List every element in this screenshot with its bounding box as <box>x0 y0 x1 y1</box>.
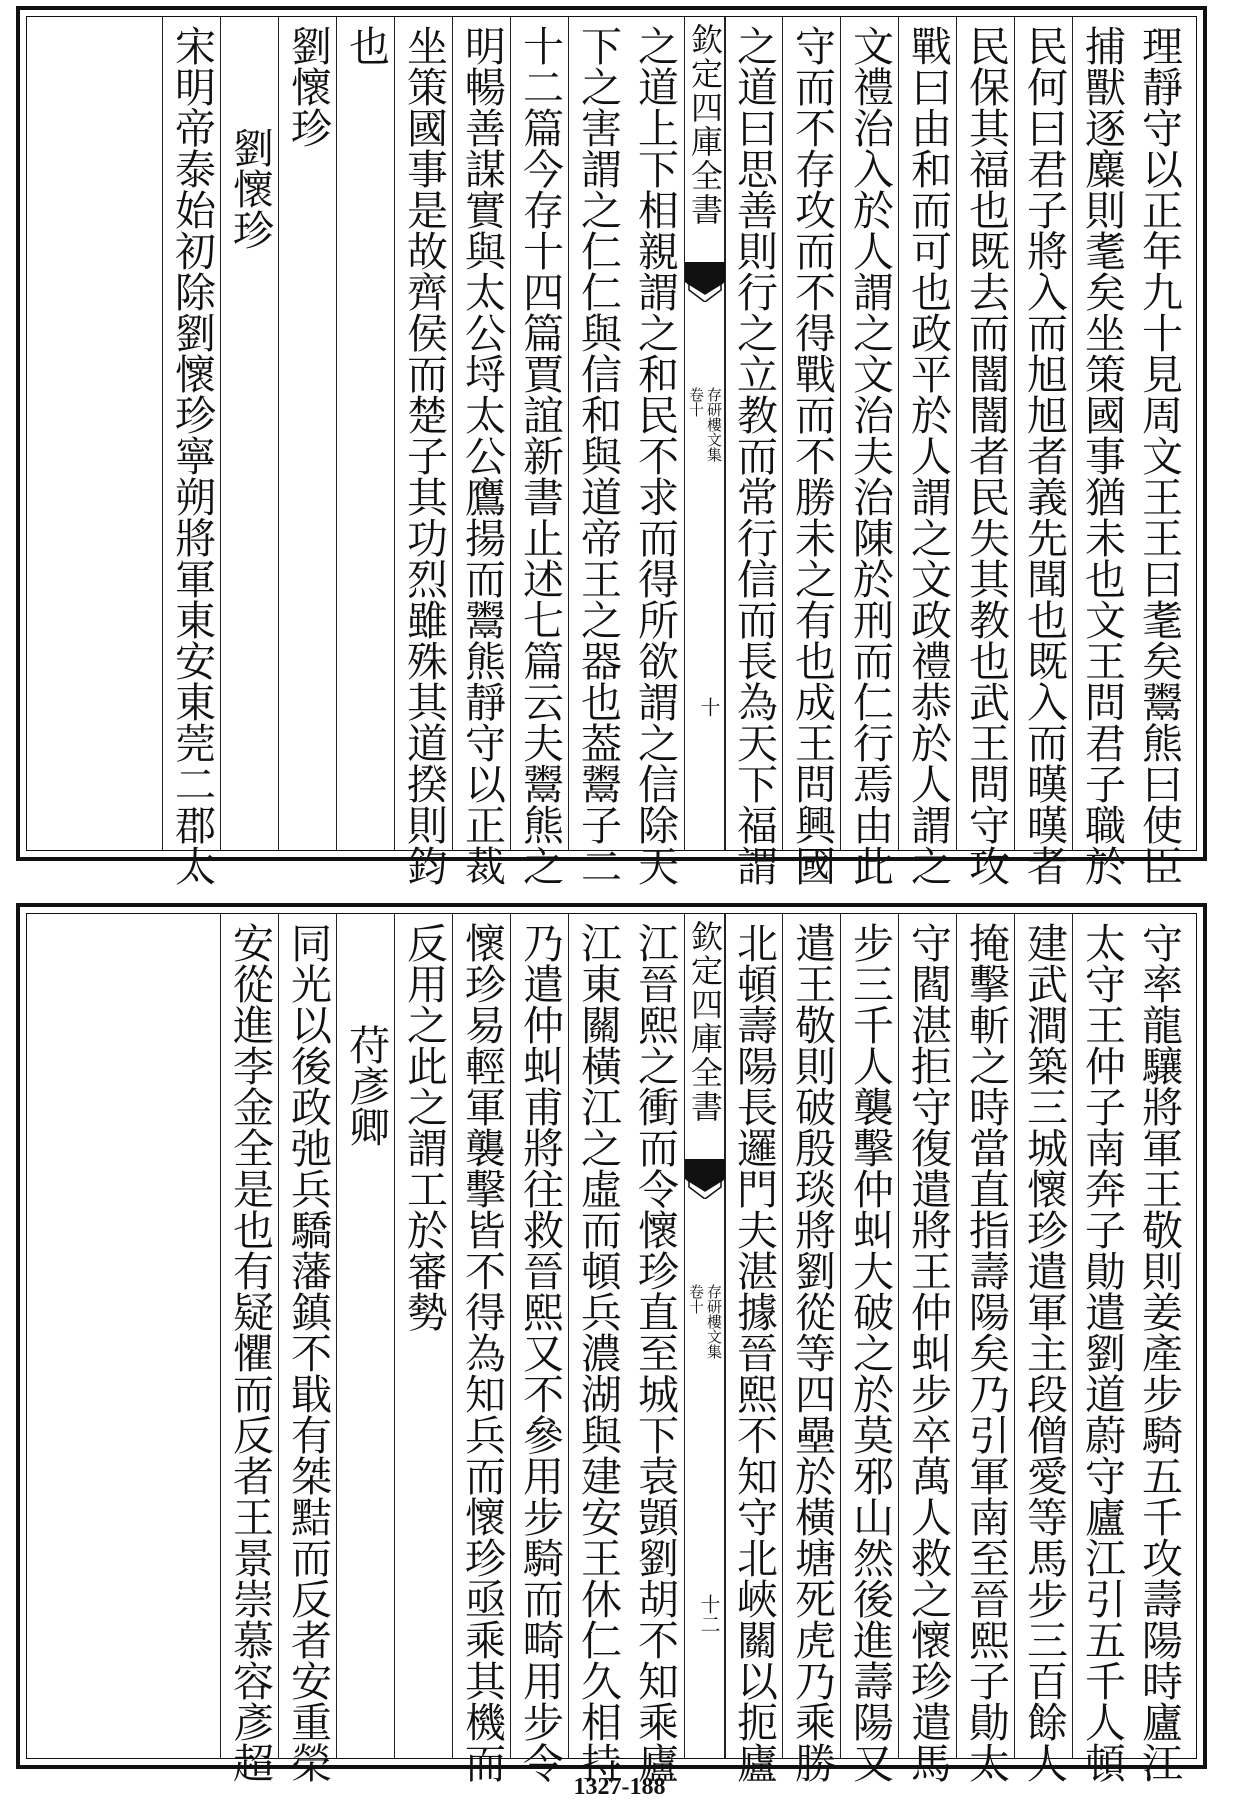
column-text: 步三千人襲擊仲虯大破之於莫邪山然後進壽陽又 <box>846 922 894 1783</box>
text-column <box>568 914 626 1783</box>
column-text: 掩擊斬之時當直指壽陽矣乃引軍南至晉熙子勛太 <box>962 922 1010 1783</box>
section-heading: 劉懷珍 <box>226 127 274 250</box>
volume-label: 卷十 <box>687 387 705 417</box>
text-column <box>898 17 956 886</box>
column-text: 乃遣仲虯甫將往救晉熙又不參用步騎而畸用步令 <box>516 922 564 1783</box>
leaf-number: 十二 <box>697 1594 721 1634</box>
column-text: 安從進李金全是也有疑懼而反者王景崇慕容彥超 <box>226 922 274 1783</box>
text-column <box>724 17 782 886</box>
column-text: 捕獸逐麋則耄矣坐策國事猶未也文王問君子職於 <box>1078 25 1126 886</box>
text-column <box>452 914 510 1783</box>
fish-tail-mark-icon <box>685 1159 725 1199</box>
column-text: 太守王仲子南奔子勛遣劉道蔚守廬江引五千人頓 <box>1078 922 1126 1783</box>
column-text: 也 <box>342 25 390 66</box>
text-column <box>1072 914 1130 1783</box>
text-column <box>278 17 336 850</box>
column-text: 建武澗築三城懷珍遣軍主段僧愛等馬步三百餘人 <box>1020 922 1068 1783</box>
book-title: 欽定四庫全書 <box>686 23 724 227</box>
text-column <box>220 914 278 1783</box>
book-title: 欽定四庫全書 <box>686 920 724 1124</box>
column-text: 戰曰由和而可也政平於人謂之文政禮恭於人謂之 <box>904 25 952 886</box>
text-column <box>1130 914 1188 1783</box>
column-text: 之道曰思善則行之立教而常行信而長為天下福謂 <box>730 25 778 886</box>
page-footer-label: 1327-188 <box>573 1774 666 1800</box>
column-text: 坐策國事是故齊侯而楚子其功烈雖殊其道揆則鈞 <box>400 25 448 886</box>
column-text: 守閻湛拒守復遣將王仲虯步卒萬人救之懷珍遣馬 <box>904 922 952 1783</box>
text-column <box>898 914 956 1783</box>
center-gutter <box>684 17 726 850</box>
page-frame <box>26 913 1197 1783</box>
text-column <box>394 914 452 1758</box>
text-column <box>336 914 394 1758</box>
text-column <box>724 914 782 1783</box>
column-text: 理靜守以正年九十見周文王王曰耄矣鬻熊曰使臣 <box>1135 25 1183 886</box>
text-column <box>626 914 684 1783</box>
column-text: 同光以後政弛兵驕藩鎮不戢有桀黠而反者安重榮 <box>284 922 332 1783</box>
fish-tail-mark-icon <box>685 262 725 302</box>
page-frame <box>26 16 1197 886</box>
text-column <box>956 17 1014 886</box>
text-column <box>840 914 898 1783</box>
column-text: 十二篇今存十四篇賈誼新書止述七篇云夫鬻熊之 <box>516 25 564 886</box>
column-text: 守率龍驤將軍王敬則姜產步騎五千攻壽陽時廬江 <box>1135 922 1183 1783</box>
column-text: 守而不存攻而不得戰而不勝未之有也成王問興國 <box>788 25 836 886</box>
text-column <box>1130 17 1188 886</box>
column-text: 宋明帝泰始初除劉懷珍寧朔將軍東安東莞二郡太 <box>168 25 216 886</box>
text-column <box>840 17 898 886</box>
column-text: 民何曰君子將入而旭旭者義先聞也既入而暵暵者 <box>1020 25 1068 886</box>
column-text: 懷珍易輕軍襲擊皆不得為知兵而懷珍亟乘其機而 <box>458 922 506 1783</box>
center-gutter <box>684 914 726 1758</box>
column-text: 遣王敬則破殷琰將劉從等四壘於橫塘死虎乃乘勝 <box>788 922 836 1783</box>
text-column <box>220 17 278 850</box>
book-page-upper <box>16 6 1207 886</box>
column-text: 北頓壽陽長邏門夫湛據晉熙不知守北峽關以扼廬 <box>730 922 778 1783</box>
text-column <box>568 17 626 886</box>
column-text: 民保其福也既去而闇闇者民失其教也武王問守攻 <box>962 25 1010 886</box>
text-column <box>1014 17 1072 886</box>
column-text: 明暢善謀實與太公埒太公鷹揚而鬻熊靜守以正裁 <box>458 25 506 886</box>
collection-name: 存研樓文集 <box>705 1284 723 1359</box>
text-column <box>510 914 568 1783</box>
column-text: 江晉熙之衝而令懷珍直至城下袁顗劉胡不知乘廬 <box>631 922 679 1783</box>
text-column <box>1014 914 1072 1783</box>
column-text: 反用之此之謂工於審勢 <box>400 922 448 1332</box>
text-column <box>394 17 452 886</box>
collection-name: 存研樓文集 <box>705 387 723 462</box>
column-text: 文禮治入於人謂之文治夫治陳於刑而仁行焉由此 <box>846 25 894 886</box>
text-column <box>956 914 1014 1783</box>
column-text: 劉懷珍 <box>284 25 332 148</box>
text-column <box>510 17 568 886</box>
text-column <box>782 17 840 886</box>
text-column <box>626 17 684 886</box>
volume-label: 卷十 <box>687 1284 705 1314</box>
text-column <box>1072 17 1130 886</box>
leaf-number: 十 <box>697 697 721 717</box>
text-column <box>162 17 220 886</box>
column-text: 下之害謂之仁仁與信和與道帝王之器也葢鬻子二 <box>574 25 622 886</box>
section-heading: 苻彥卿 <box>342 1024 390 1147</box>
text-column <box>452 17 510 886</box>
column-text: 江東關橫江之虛而頓兵濃湖與建安王休仁久相持 <box>574 922 622 1783</box>
book-page-lower <box>16 903 1207 1783</box>
text-column <box>782 914 840 1783</box>
column-text: 之道上下相親謂之和民不求而得所欲謂之信除天 <box>631 25 679 886</box>
text-column <box>278 914 336 1783</box>
text-column <box>336 17 394 850</box>
